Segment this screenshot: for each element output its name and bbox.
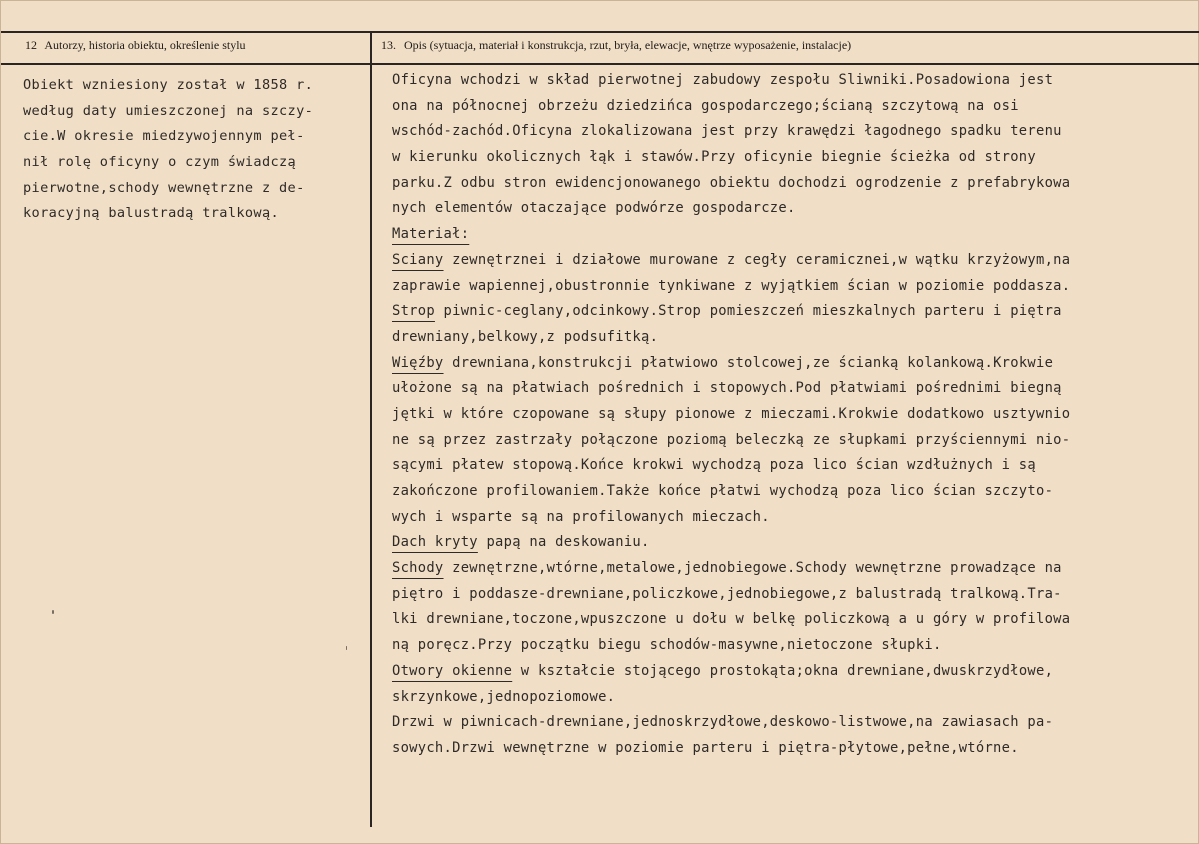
line-text: ona na północnej obrzeżu dziedzińca gospodarczego;ścianą szczytową na osi <box>392 97 1019 114</box>
text-line: koracyjną balustradą tralkową. <box>23 205 280 222</box>
line-text: nych elementów otaczające podwórze gospodarcze. <box>392 200 796 217</box>
line-text: wych i wsparte są na profilowanych mieczach. <box>392 508 770 525</box>
line-text: ną poręcz.Przy początku biegu schodów-masywne,nietoczone słupki. <box>392 637 942 654</box>
text-line <box>392 428 1182 454</box>
line-text: zaprawie wapiennej,obustronnie tynkiwane z wyjątkiem ścian w poziomie poddasza. <box>392 277 1071 294</box>
line-text: lki drewniane,toczone,wpuszczone u dołu w belkę policzkową a u góry w profilowa <box>392 611 1071 628</box>
left-header-title: Autorzy, historia obiektu, określenie stylu <box>44 38 246 52</box>
line-text: Oficyna wchodzi w skład pierwotnej zabudowy zespołu Sliwniki.Posadowiona jest <box>392 72 1054 88</box>
line-text: piętro i poddasze-drewniane,policzkowe,jednobiegowe,z balustradą tralkową.Tra- <box>392 585 1062 602</box>
text-line <box>392 582 1182 608</box>
left-column-header <box>25 38 246 53</box>
text-line <box>392 556 1182 582</box>
text-line <box>392 171 1182 197</box>
line-text: wschód-zachód.Oficyna zlokalizowana jest przy krawędzi łagodnego spadku terenu <box>392 123 1062 140</box>
text-line: nił rolę oficyny o czym świadczą <box>23 154 297 171</box>
text-line: Obiekt wzniesiony został w 1858 r. <box>23 77 314 93</box>
text-line <box>392 196 1182 222</box>
section-label: Więźby <box>392 354 444 371</box>
description-text <box>392 68 1182 762</box>
text-line <box>392 505 1182 531</box>
right-header-number: 13. <box>381 38 396 52</box>
line-text: Drzwi w piwnicach-drewniane,jednoskrzydłowe,deskowo-listwowe,na zawiasach pa- <box>392 714 1054 731</box>
text-line <box>392 299 1182 325</box>
paper-speck <box>52 610 54 614</box>
line-text: drewniany,belkowy,z podsufitką. <box>392 328 659 345</box>
line-text: piwnic-ceglany,odcinkowy.Strop pomieszczeń mieszkalnych parteru i piętra <box>434 303 1062 320</box>
text-line <box>392 248 1182 274</box>
authors-history-text <box>23 73 363 227</box>
text-line <box>392 94 1182 120</box>
text-line: pierwotne,schody wewnętrzne z de- <box>23 179 305 196</box>
left-header-number: 12 <box>25 38 37 52</box>
line-text: jętki w które czopowane są słupy pionowe z mieczami.Krokwie dodatkowo usztywnio <box>392 405 1071 422</box>
text-line <box>392 530 1182 556</box>
text-line <box>392 710 1182 736</box>
line-text: ułożone są na płatwiach pośrednich i stopowych.Pod płatwiami pośrednimi biegną <box>392 380 1062 397</box>
text-line <box>392 351 1182 377</box>
text-line <box>392 685 1182 711</box>
line-text: drewniana,konstrukcji płatwiowo stolcowej,ze ścianką kolankową.Krokwie <box>443 354 1054 371</box>
text-line <box>392 659 1182 685</box>
text-line <box>392 325 1182 351</box>
right-header-title: Opis (sytuacja, materiał i konstrukcja, rzut, bryła, elewacje, wnętrze wyposażenie, instalacje) <box>404 38 852 52</box>
line-text: sowych.Drzwi wewnętrzne w poziomie parteru i piętra-płytowe,pełne,wtórne. <box>392 739 1019 756</box>
column-divider <box>370 33 372 827</box>
text-line <box>392 633 1182 659</box>
line-text: zewnętrzne,wtórne,metalowe,jednobiegowe.Schody wewnętrzne prowadzące na <box>443 560 1062 577</box>
line-text: w kształcie stojącego prostokąta;okna drewniane,dwuskrzydłowe, <box>512 662 1054 679</box>
section-label: Otwory okienne <box>392 662 513 679</box>
paper-speck <box>346 646 347 650</box>
section-label: Dach kryty <box>392 534 478 551</box>
text-line: cie.W okresie miedzywojennym peł- <box>23 128 305 145</box>
line-text: sącymi płatew stopową.Końce krokwi wychodzą poza lico ścian wzdłużnych i są <box>392 457 1036 474</box>
line-text: parku.Z odbu stron ewidencjonowanego obiektu dochodzi ogrodzenie z prefabrykowa <box>392 174 1071 191</box>
text-line <box>392 479 1182 505</box>
section-label: Sciany <box>392 251 444 268</box>
text-line <box>392 145 1182 171</box>
text-line <box>392 119 1182 145</box>
text-line <box>392 376 1182 402</box>
text-line <box>392 274 1182 300</box>
line-text: papą na deskowaniu. <box>477 534 650 551</box>
line-text: ne są przez zastrzały połączone poziomą beleczką ze słupkami przyściennymi nio- <box>392 431 1071 448</box>
text-line <box>392 402 1182 428</box>
text-line <box>392 68 1182 94</box>
text-line: według daty umieszczonej na szczy- <box>23 102 314 119</box>
line-text: w kierunku okolicznych łąk i stawów.Przy oficynie biegnie ścieżka od strony <box>392 149 1036 166</box>
line-text: zewnętrznei i działowe murowane z cegły ceramicznei,w wątku krzyżowym,na <box>443 251 1071 268</box>
section-label: Schody <box>392 560 444 577</box>
section-label: Strop <box>392 303 435 320</box>
text-line <box>392 222 1182 248</box>
right-column-header <box>381 38 851 53</box>
text-line <box>392 607 1182 633</box>
line-text: zakończone profilowaniem.Także końce płatwi wychodzą poza lico ścian szczyto- <box>392 483 1054 499</box>
top-rule <box>1 31 1199 33</box>
line-text: skrzynkowe,jednopoziomowe. <box>392 688 616 705</box>
text-line <box>392 453 1182 479</box>
text-line <box>392 736 1182 762</box>
section-label: Materiał: <box>392 226 470 243</box>
header-rule <box>1 63 1199 65</box>
